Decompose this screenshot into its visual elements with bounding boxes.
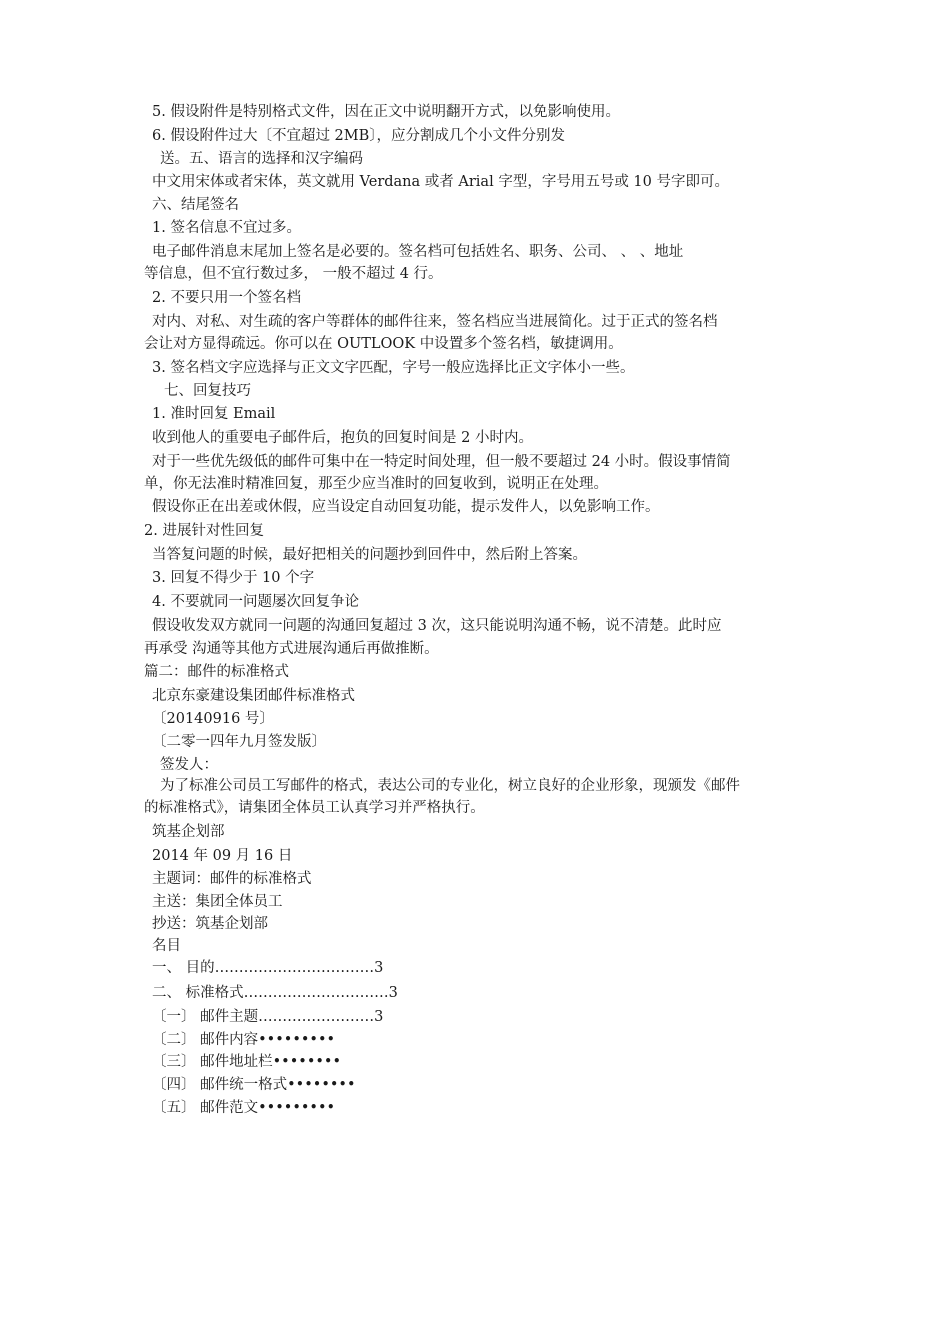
text-line-40: 〔一〕 邮件主题……………………3 [152,1009,384,1025]
text-line-38: 一、 目的……………………………3 [152,960,384,976]
text-line-24: 再承受 沟通等其他方式进展沟通后再做推断。 [144,641,439,657]
text-line-15: 收到他人的重要电子邮件后，抱负的回复时间是 2 小时内。 [152,430,533,446]
text-line-3: 送。五、语言的选择和汉字编码 [160,151,363,167]
text-line-35: 主送：集团全体员工 [152,894,283,910]
text-line-44: 〔五〕 邮件范文••••••••• [152,1100,336,1116]
text-line-13: 七、回复技巧 [164,383,251,399]
text-line-37: 名目 [152,938,181,954]
text-line-16: 对于一些优先级低的邮件可集中在一特定时间处理，但一般不要超过 24 小时。假设事情简 [152,454,731,470]
text-line-5: 六、结尾签名 [152,197,239,213]
text-line-28: 〔二零一四年九月签发版〕 [152,734,326,750]
text-line-30: 为了标准公司员工写邮件的格式，表达公司的专业化，树立良好的企业形象，现颁发《邮件 [160,778,740,794]
text-line-12: 3. 签名档文字应选择与正文文字匹配，字号一般应选择比正文字体小一些。 [152,360,635,376]
text-line-8: 等信息，但不宜行数过多， 一般不超过 4 行。 [144,266,443,282]
text-line-33: 2014 年 09 月 16 日 [152,848,293,864]
text-line-14: 1. 准时回复 Email [152,406,276,422]
text-line-22: 4. 不要就同一问题屡次回复争论 [152,594,359,610]
text-line-26: 北京东豪建设集团邮件标准格式 [152,688,355,704]
text-line-6: 1. 签名信息不宜过多。 [152,220,301,236]
text-line-4: 中文用宋体或者宋体，英文就用 Verdana 或者 Arial 字型，字号用五号或 10 号字即可。 [152,174,729,190]
text-line-2: 6. 假设附件过大〔不宜超过 2MB〕，应分割成几个小文件分别发 [152,128,566,144]
text-line-39: 二、 标准格式…………………………3 [152,985,398,1001]
text-line-41: 〔二〕 邮件内容••••••••• [152,1032,336,1048]
text-line-17: 单，你无法准时精准回复，那至少应当准时的回复收到，说明正在处理。 [144,476,608,492]
text-line-9: 2. 不要只用一个签名档 [152,290,301,306]
text-line-21: 3. 回复不得少于 10 个字 [152,570,315,586]
text-line-31: 的标准格式》，请集团全体员工认真学习并严格执行。 [144,800,485,816]
text-line-34: 主题词：邮件的标准格式 [152,871,312,887]
text-line-19: 2. 进展针对性回复 [144,523,264,539]
text-line-23: 假设收发双方就同一问题的沟通回复超过 3 次，这只能说明沟通不畅，说不清楚。此时应 [152,618,722,634]
text-line-29: 签发人： [160,757,218,773]
text-line-42: 〔三〕 邮件地址栏•••••••• [152,1054,342,1070]
text-line-43: 〔四〕 邮件统一格式•••••••• [152,1077,356,1093]
text-line-10: 对内、对私、对生疏的客户等群体的邮件往来，签名档应当进展简化。过于正式的签名档 [152,314,718,330]
text-line-32: 筑基企划部 [152,824,225,840]
text-line-25: 篇二：邮件的标准格式 [144,664,289,680]
text-line-20: 当答复问题的时候，最好把相关的问题抄到回件中，然后附上答案。 [152,547,587,563]
text-line-27: 〔20140916 号〕 [152,711,274,727]
text-line-36: 抄送：筑基企划部 [152,916,268,932]
text-line-7: 电子邮件消息末尾加上签名是必要的。签名档可包括姓名、职务、公司、 、 、地址 [152,244,684,260]
text-line-18: 假设你正在出差或休假，应当设定自动回复功能，提示发件人，以免影响工作。 [152,499,660,515]
text-line-1: 5. 假设附件是特别格式文件，因在正文中说明翻开方式，以免影响使用。 [152,104,620,120]
text-line-11: 会让对方显得疏远。你可以在 OUTLOOK 中设置多个签名档，敏捷调用。 [144,336,623,352]
